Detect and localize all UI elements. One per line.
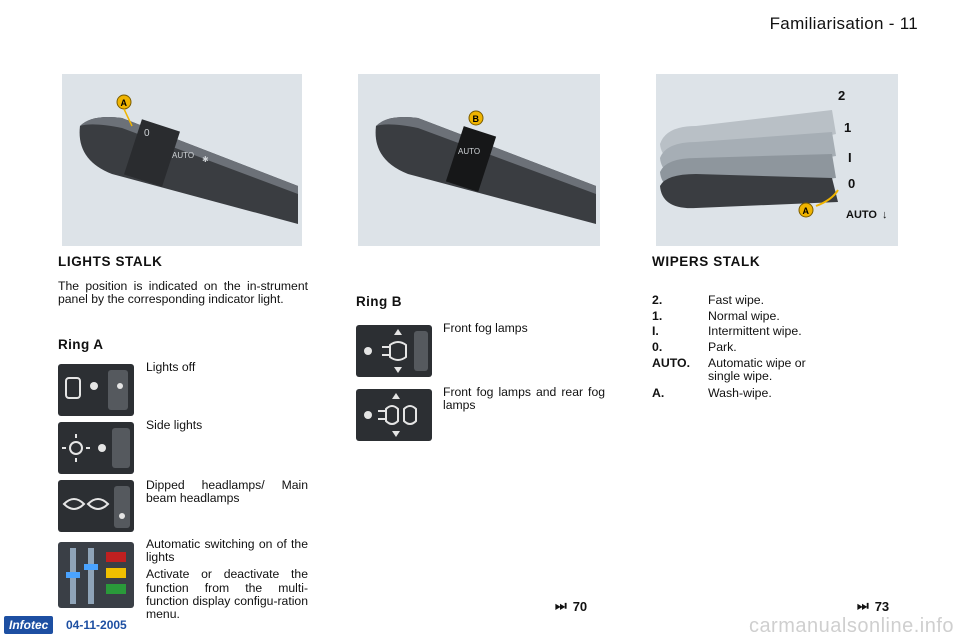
wipers-key: 0. <box>652 339 663 354</box>
ring-a-badge: A <box>120 98 127 108</box>
svg-text:AUTO: AUTO <box>172 151 195 160</box>
page-header <box>770 14 918 34</box>
watermark: carmanualsonline.info <box>748 615 954 637</box>
lights-stalk-ring-a-illustration <box>62 74 302 246</box>
ring-a-item-1: Lights off <box>146 360 196 374</box>
svg-text:✱: ✱ <box>202 155 209 164</box>
svg-text:0: 0 <box>144 128 150 139</box>
wipers-key: A. <box>652 386 665 400</box>
wipers-key: 2. <box>652 293 663 307</box>
wipers-position-1: 1 <box>844 120 852 135</box>
wipers-positions-list <box>652 293 852 402</box>
ring-a-item-2: Side lights <box>146 418 203 432</box>
wipers-position-i: I <box>848 150 852 165</box>
wipers-key: I. <box>652 324 659 338</box>
footer-date: 04-11-2005 <box>66 618 127 632</box>
wipers-position-2: 2 <box>838 88 846 103</box>
wipers-key: 1. <box>652 308 663 323</box>
lights-stalk-intro: The position is indicated on the in-strument panel by the corresponding indicator light. <box>58 279 308 307</box>
ring-a-item-4-note: Activate or deactivate the function from the multi-function display configu-ration menu. <box>146 567 308 622</box>
lights-off-icon <box>58 364 134 416</box>
header-section: Familiarisation <box>769 14 884 33</box>
automatic-lights-icon <box>58 542 134 608</box>
wipers-row <box>652 309 852 325</box>
ring-b-title: Ring B <box>356 294 402 309</box>
wipers-row <box>652 386 852 402</box>
headlamps-icon <box>58 480 134 532</box>
wipers-value: Normal wipe. <box>708 308 780 323</box>
ring-b-page-number: 70 <box>572 598 588 614</box>
wipers-key: AUTO. <box>652 356 691 370</box>
wipers-stalk-title: WIPERS STALK <box>652 254 761 269</box>
ring-b-badge: B <box>472 114 479 124</box>
front-fog-icon <box>356 325 432 377</box>
lights-stalk-drawing <box>62 74 302 246</box>
wipers-auto-label: AUTO <box>846 209 877 221</box>
infotec-logo: Infotec <box>4 616 53 634</box>
header-separator: - <box>888 14 895 33</box>
side-lights-icon <box>58 422 134 474</box>
ring-a-item-3: Dipped headlamps/ Main beam headlamps <box>146 478 308 506</box>
wipers-value: Automatic wipe or single wipe. <box>708 356 806 383</box>
wipers-page-reference[interactable] <box>857 598 889 614</box>
lights-stalk-b-drawing <box>358 74 600 246</box>
header-page-number: 11 <box>899 14 918 33</box>
wipers-row <box>652 293 852 309</box>
wipers-row <box>652 357 852 383</box>
wipers-value: Fast wipe. <box>708 293 765 307</box>
wipers-value: Park. <box>708 339 737 354</box>
ring-a-title: Ring A <box>58 337 104 352</box>
wipers-a-badge: A <box>802 206 809 216</box>
front-rear-fog-icon <box>356 389 432 441</box>
wipers-row <box>652 324 852 340</box>
wipers-stalk-illustration <box>656 74 898 246</box>
wipers-value: Intermittent wipe. <box>708 324 802 338</box>
fast-forward-icon: ⏭ <box>555 598 567 613</box>
ring-b-page-reference[interactable] <box>555 598 587 614</box>
fast-forward-icon: ⏭ <box>857 598 869 613</box>
svg-text:↓: ↓ <box>882 209 888 221</box>
wipers-position-0: 0 <box>848 176 856 191</box>
wipers-page-number: 73 <box>874 598 890 614</box>
lights-stalk-title: LIGHTS STALK <box>58 254 163 269</box>
ring-a-item-4: Automatic switching on of the lights <box>146 537 308 565</box>
ring-a-item-4-block <box>146 538 308 621</box>
ring-b-item-2: Front fog lamps and rear fog lamps <box>443 385 605 413</box>
lights-stalk-ring-b-illustration <box>358 74 600 246</box>
ring-b-item-1: Front fog lamps <box>443 321 528 335</box>
wipers-value: Wash-wipe. <box>708 386 772 400</box>
wipers-stalk-drawing <box>656 74 898 246</box>
wipers-row <box>652 340 852 356</box>
svg-text:AUTO: AUTO <box>458 147 481 156</box>
